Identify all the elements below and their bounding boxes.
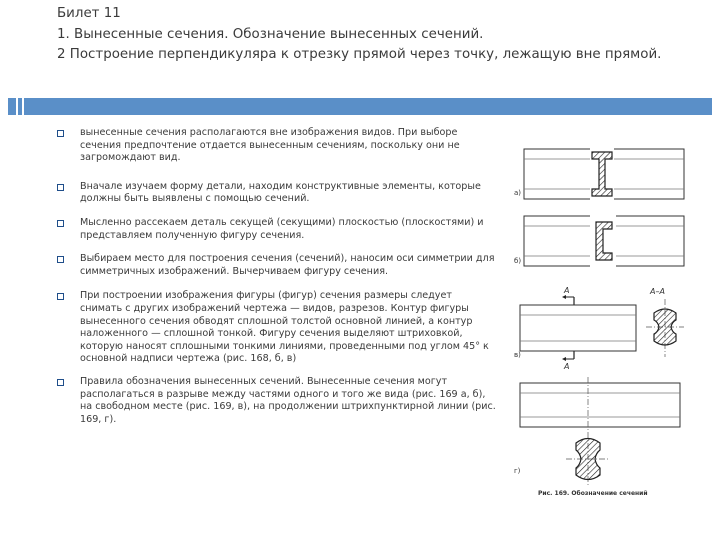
bullet-text: Выбираем место для построения сечения (сечений), наносим оси симметрии для симметричных изображений. Вычерчиваем фигуру сечения. (80, 253, 495, 277)
label-a: а) (514, 189, 522, 197)
label-d: г) (514, 467, 521, 475)
accent-bar-divider (22, 98, 24, 115)
ticket-title: Билет 11 (57, 6, 121, 21)
bullet-square-icon (57, 220, 64, 227)
bullet-square-icon (57, 256, 64, 263)
figure-caption: Рис. 169. Обозначение сечений (538, 490, 648, 497)
list-item (57, 376, 497, 426)
bullet-text: Вначале изучаем форму детали, находим конструктивные элементы, которые должны быть выявлены с помощью сечений. (80, 180, 481, 205)
accent-bar-divider (16, 98, 18, 115)
bullet-square-icon (57, 293, 64, 300)
bullet-list (57, 127, 497, 438)
bullet-text: При построении изображения фигуры (фигур) сечения размеры следует снимать с других изображений чертежа — видов, разрезов. Контур фигуры вынесенного сечения обводят сплошной толстой основной линией, а контур наложенного — сплошной тонкой. Фигуру сечения выделяют штриховкой, которую наносят сплошными тонкими линиями, проведенными под углом 45° к основной надписи чертежа (рис. 168, б, в) (80, 290, 489, 365)
drawing-a (514, 145, 684, 203)
bullet-text: Мысленно рассекаем деталь секущей (секущими) плоскостью (плоскостями) и представляем полученную фигуру сечения. (80, 216, 484, 241)
list-item (57, 253, 497, 278)
section-mark-top: А (564, 286, 570, 295)
accent-bar (8, 98, 712, 115)
bullet-square-icon (57, 184, 64, 191)
label-c: в) (514, 351, 521, 359)
section-mark-bottom: А (564, 362, 570, 371)
drawing-b (514, 212, 684, 270)
question-1: 1. Вынесенные сечения. Обозначение вынесенных сечений. (57, 26, 484, 42)
drawing-d (514, 377, 680, 497)
section-pair-label: А–А (650, 287, 665, 296)
section-drawing-figure (512, 137, 702, 502)
list-item (57, 290, 497, 366)
bullet-square-icon (57, 379, 64, 386)
drawing-c (514, 286, 684, 371)
list-item (57, 181, 497, 206)
bullet-text: вынесенные сечения располагаются вне изображения видов. При выборе сечения предпочтение отдается вынесенным сечениям, поскольку они не загромождают вид. (80, 127, 460, 164)
list-item (57, 127, 497, 165)
ticket-header (57, 4, 677, 66)
bullet-text: Правила обозначения вынесенных сечений. Вынесенные сечения могут располагаться в разрыве между частями одного и того же вида (рис. 169 а, б), на свободном месте (рис. 169, в), на продолжении штрихпунктирной линии (рис. 169, г). (80, 375, 496, 425)
label-b: б) (514, 257, 522, 265)
question-2: 2 Построение перпендикуляра к отрезку прямой через точку, лежащую вне прямой. (57, 47, 662, 62)
list-item (57, 217, 497, 242)
bullet-square-icon (57, 130, 64, 137)
